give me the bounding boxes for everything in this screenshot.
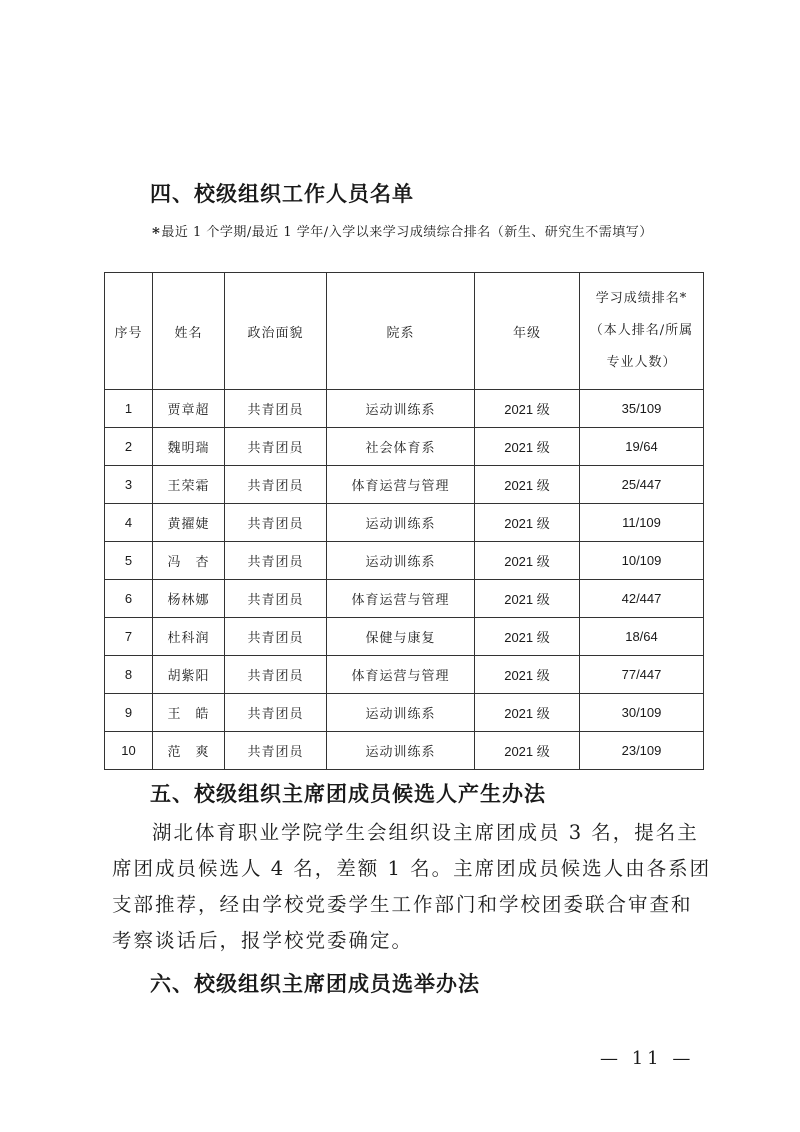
table-row: [105, 580, 704, 618]
staff-roster-table: [104, 272, 704, 770]
cell-grade: 2021 级: [475, 656, 580, 694]
table-row: [105, 656, 704, 694]
table-row: [105, 542, 704, 580]
cell-index: 10: [105, 732, 153, 770]
cell-name: 胡紫阳: [153, 656, 225, 694]
note-asterisk: *: [152, 224, 161, 242]
header-grade: 年级: [475, 273, 580, 390]
cell-grade: 2021 级: [475, 732, 580, 770]
cell-name: 王荣霜: [153, 466, 225, 504]
cell-department: 体育运营与管理: [327, 580, 475, 618]
header-name: 姓名: [153, 273, 225, 390]
cell-name: 冯 杏: [153, 542, 225, 580]
cell-department: 运动训练系: [327, 694, 475, 732]
cell-grade: 2021 级: [475, 428, 580, 466]
cell-department: 运动训练系: [327, 542, 475, 580]
cell-name: 贾章超: [153, 390, 225, 428]
header-rank-line3: 专业人数）: [606, 355, 677, 370]
header-rank: [580, 273, 704, 390]
cell-political: 共青团员: [225, 694, 327, 732]
section-4-heading: 四、校级组织工作人员名单: [150, 182, 414, 206]
cell-rank: 25/447: [580, 466, 704, 504]
section-5-paragraph: 湖北体育职业学院学生会组织设主席团成员 3 名，提名主席团成员候选人 4 名，差额 1 名。主席团成员候选人由各系团支部推荐，经由学校党委学生工作部门和学校团委联合审查和考察谈话后，报学校党委确定。: [112, 821, 712, 952]
cell-rank: 35/109: [580, 390, 704, 428]
header-rank-line1: 学习成绩排名*: [595, 291, 688, 306]
cell-index: 3: [105, 466, 153, 504]
cell-rank: 23/109: [580, 732, 704, 770]
table-row: [105, 428, 704, 466]
cell-rank: 42/447: [580, 580, 704, 618]
table-body: [105, 390, 704, 770]
note-text: 最近 1 个学期/最近 1 学年/入学以来学习成绩综合排名（新生、研究生不需填写）: [161, 225, 653, 240]
cell-grade: 2021 级: [475, 618, 580, 656]
table-row: [105, 466, 704, 504]
cell-name: 王 皓: [153, 694, 225, 732]
cell-political: 共青团员: [225, 390, 327, 428]
cell-rank: 18/64: [580, 618, 704, 656]
cell-political: 共青团员: [225, 732, 327, 770]
cell-department: 运动训练系: [327, 732, 475, 770]
cell-political: 共青团员: [225, 466, 327, 504]
header-department: 院系: [327, 273, 475, 390]
cell-grade: 2021 级: [475, 542, 580, 580]
header-rank-line2: （本人排名/所属: [589, 323, 694, 338]
cell-index: 9: [105, 694, 153, 732]
cell-grade: 2021 级: [475, 504, 580, 542]
cell-grade: 2021 级: [475, 390, 580, 428]
cell-grade: 2021 级: [475, 694, 580, 732]
cell-political: 共青团员: [225, 428, 327, 466]
cell-name: 范 爽: [153, 732, 225, 770]
cell-index: 5: [105, 542, 153, 580]
cell-name: 杜科润: [153, 618, 225, 656]
table-header: [105, 273, 704, 390]
table-row: [105, 390, 704, 428]
cell-name: 杨林娜: [153, 580, 225, 618]
cell-grade: 2021 级: [475, 580, 580, 618]
cell-name: 黄擢婕: [153, 504, 225, 542]
cell-political: 共青团员: [225, 618, 327, 656]
cell-index: 4: [105, 504, 153, 542]
cell-rank: 19/64: [580, 428, 704, 466]
cell-department: 体育运营与管理: [327, 466, 475, 504]
cell-rank: 77/447: [580, 656, 704, 694]
cell-department: 保健与康复: [327, 618, 475, 656]
cell-department: 运动训练系: [327, 504, 475, 542]
table-row: [105, 618, 704, 656]
cell-political: 共青团员: [225, 542, 327, 580]
table-row: [105, 694, 704, 732]
cell-index: 2: [105, 428, 153, 466]
header-political: 政治面貌: [225, 273, 327, 390]
cell-index: 6: [105, 580, 153, 618]
table-header-row: [105, 273, 704, 390]
section-6-heading: 六、校级组织主席团成员选举办法: [150, 972, 480, 996]
cell-political: 共青团员: [225, 656, 327, 694]
cell-rank: 10/109: [580, 542, 704, 580]
cell-index: 8: [105, 656, 153, 694]
cell-index: 1: [105, 390, 153, 428]
cell-department: 体育运营与管理: [327, 656, 475, 694]
cell-political: 共青团员: [225, 580, 327, 618]
page-number: — 11 —: [600, 1048, 695, 1069]
cell-grade: 2021 级: [475, 466, 580, 504]
cell-department: 社会体育系: [327, 428, 475, 466]
cell-name: 魏明瑞: [153, 428, 225, 466]
header-index: 序号: [105, 273, 153, 390]
table-row: [105, 732, 704, 770]
cell-political: 共青团员: [225, 504, 327, 542]
cell-index: 7: [105, 618, 153, 656]
cell-rank: 11/109: [580, 504, 704, 542]
cell-rank: 30/109: [580, 694, 704, 732]
cell-department: 运动训练系: [327, 390, 475, 428]
section-5-heading: 五、校级组织主席团成员候选人产生办法: [150, 782, 546, 806]
ranking-note: [152, 221, 653, 242]
table-row: [105, 504, 704, 542]
